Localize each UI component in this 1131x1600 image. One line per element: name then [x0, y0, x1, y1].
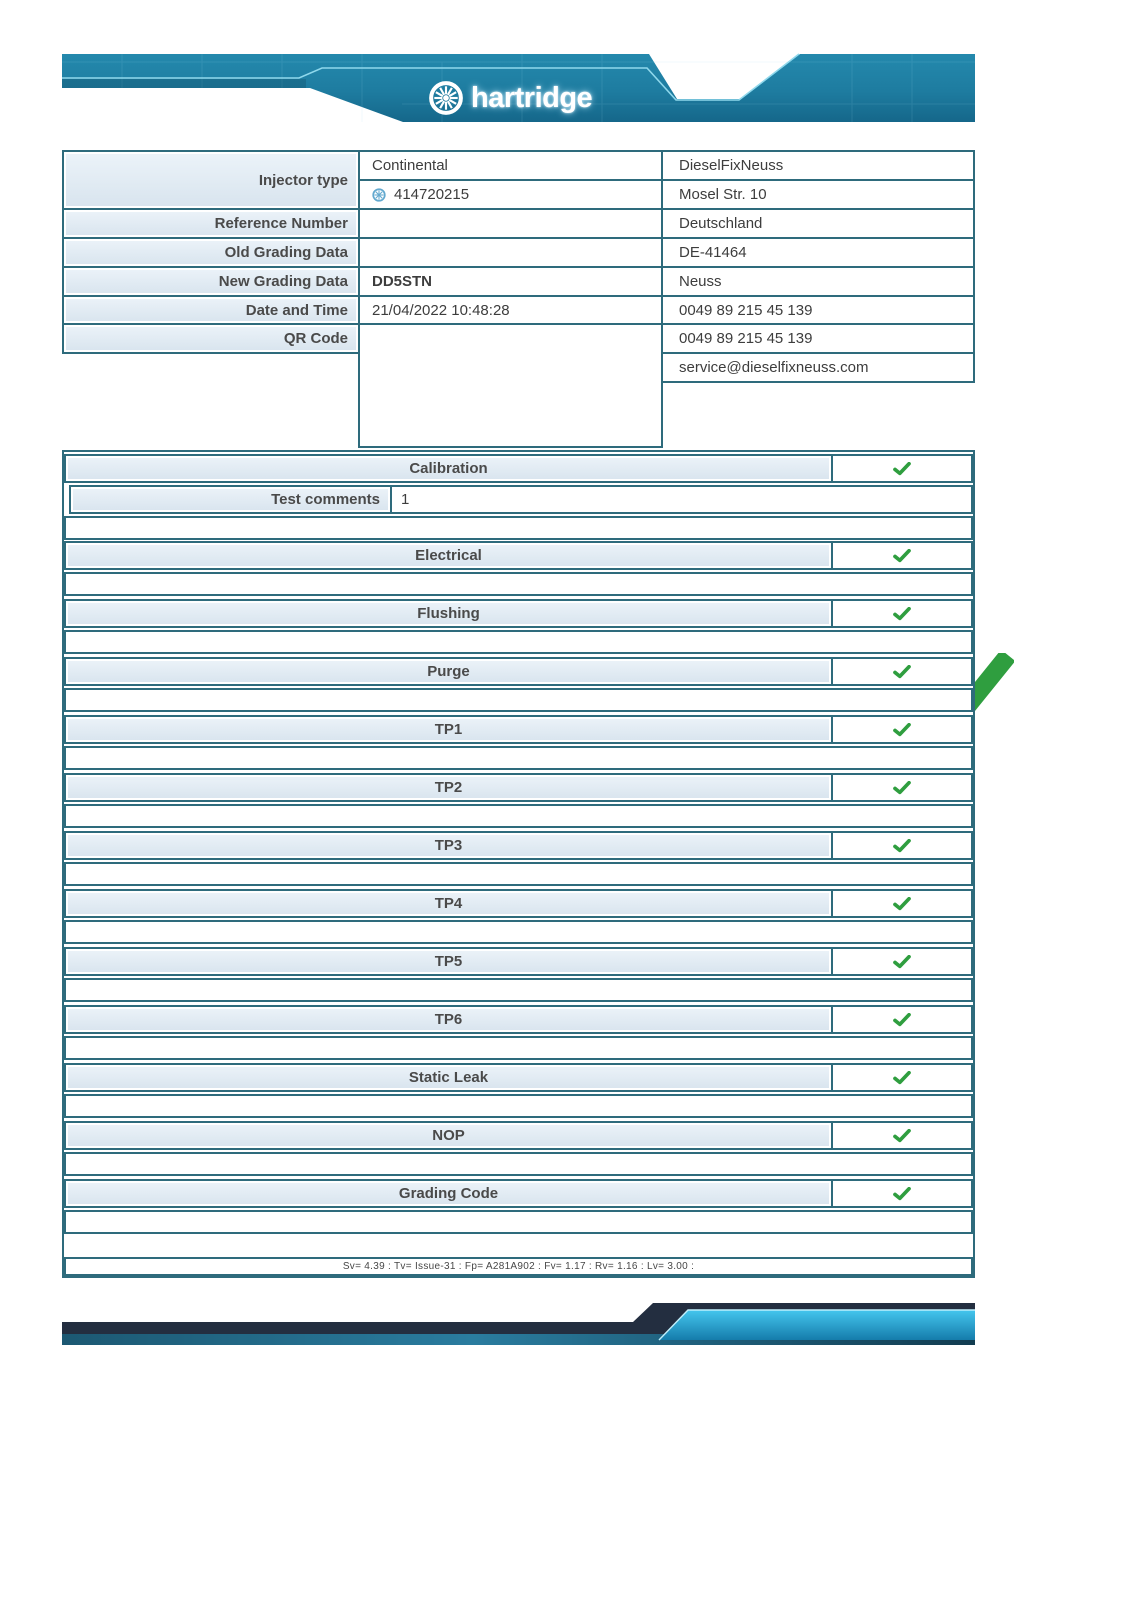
section-empty-row [64, 746, 973, 770]
section-label: Flushing [66, 601, 831, 626]
injector-number: 414720215 [394, 186, 470, 203]
section-empty-row [64, 1152, 973, 1176]
section-pass-cell [831, 1007, 971, 1032]
customer-phone2: 0049 89 215 45 139 [661, 323, 975, 354]
hartridge-logo-text: hartridge [471, 81, 593, 114]
section-empty-row [64, 630, 973, 654]
section-header-row [64, 1005, 973, 1034]
section-label: TP3 [66, 833, 831, 858]
customer-city: Neuss [661, 266, 975, 297]
section-label: Purge [66, 659, 831, 684]
injector-make-cell: Continental [358, 150, 663, 181]
section-label: TP6 [66, 1007, 831, 1032]
date-time-value: 21/04/2022 10:48:28 [358, 295, 663, 325]
section-header-row [64, 773, 973, 802]
software-version-line: Sv= 4.39 : Tv= Issue-31 : Fp= A281A902 : Fv= 1.17 : Rv= 1.16 : Lv= 3.00 : [64, 1257, 973, 1276]
section-header-row [64, 657, 973, 686]
section-pass-cell [831, 949, 971, 974]
pass-check-icon [893, 839, 911, 853]
section-label: TP1 [66, 717, 831, 742]
customer-name: DieselFixNeuss [661, 150, 975, 181]
pass-check-icon [893, 665, 911, 679]
customer-phone1: 0049 89 215 45 139 [661, 295, 975, 325]
section-label: Calibration [66, 456, 831, 481]
customer-postcode: DE-41464 [661, 237, 975, 268]
banner-shade [62, 79, 306, 88]
qr-code-label: QR Code [62, 323, 360, 354]
footer-banner [62, 1302, 975, 1346]
section-header-row [64, 541, 973, 570]
section-header-row [64, 1121, 973, 1150]
customer-email: service@dieselfixneuss.com [661, 352, 975, 383]
test-sections [62, 450, 975, 1278]
section-label: NOP [66, 1123, 831, 1148]
section-empty-row [64, 1210, 973, 1234]
new-grading-value: DD5STN [358, 266, 663, 297]
pass-check-icon [893, 723, 911, 737]
pass-check-icon [893, 1129, 911, 1143]
old-grading-value [358, 237, 663, 268]
hartridge-logo [428, 80, 592, 116]
section-empty-row [64, 1036, 973, 1060]
section-empty-row [64, 920, 973, 944]
section-label: Static Leak [66, 1065, 831, 1090]
date-time-label: Date and Time [62, 295, 360, 325]
pass-check-icon [893, 1187, 911, 1201]
section-pass-cell [831, 833, 971, 858]
section-pass-cell [831, 659, 971, 684]
new-grading-label: New Grading Data [62, 266, 360, 297]
test-comments-value: 1 [401, 491, 410, 508]
section-pass-cell [831, 601, 971, 626]
pass-check-icon [893, 955, 911, 969]
pass-check-icon [893, 897, 911, 911]
hartridge-wheel-logo-icon [428, 80, 464, 116]
section-label: Electrical [66, 543, 831, 568]
section-label: TP4 [66, 891, 831, 916]
section-pass-cell [831, 891, 971, 916]
section-empty-row [64, 978, 973, 1002]
injector-type-label: Injector type [62, 150, 360, 210]
section-empty-row [64, 516, 973, 540]
section-empty-row [64, 688, 973, 712]
customer-country: Deutschland [661, 208, 975, 239]
reference-number-label: Reference Number [62, 208, 360, 239]
section-header-row [64, 454, 973, 483]
section-label: Grading Code [66, 1181, 831, 1206]
section-label: TP2 [66, 775, 831, 800]
section-header-row [64, 715, 973, 744]
section-label: TP5 [66, 949, 831, 974]
section-pass-cell [831, 1181, 971, 1206]
pass-check-icon [893, 1071, 911, 1085]
section-header-row [64, 599, 973, 628]
qr-code-cell [358, 323, 663, 448]
section-empty-row [64, 1094, 973, 1118]
section-empty-row [64, 804, 973, 828]
section-header-row [64, 1179, 973, 1208]
section-pass-cell [831, 1065, 971, 1090]
section-header-row [64, 947, 973, 976]
pass-check-icon [893, 549, 911, 563]
section-pass-cell [831, 717, 971, 742]
pass-check-icon [893, 781, 911, 795]
pass-check-icon [893, 1013, 911, 1027]
customer-street: Mosel Str. 10 [661, 179, 975, 210]
footer-blue-shape [659, 1310, 975, 1340]
test-comments-label: Test comments [71, 487, 392, 512]
injector-number-cell [358, 179, 663, 210]
section-header-row [64, 831, 973, 860]
reference-number-value [358, 208, 663, 239]
injector-brand-wheel-icon [372, 188, 386, 202]
old-grading-label: Old Grading Data [62, 237, 360, 268]
section-header-row [64, 1063, 973, 1092]
section-pass-cell [831, 775, 971, 800]
pass-check-icon [893, 462, 911, 476]
test-comments-row [69, 485, 973, 514]
section-header-row [64, 889, 973, 918]
section-empty-row [64, 572, 973, 596]
section-empty-row [64, 862, 973, 886]
section-pass-cell [831, 543, 971, 568]
pass-check-icon [893, 607, 911, 621]
section-pass-cell [831, 456, 971, 481]
section-pass-cell [831, 1123, 971, 1148]
